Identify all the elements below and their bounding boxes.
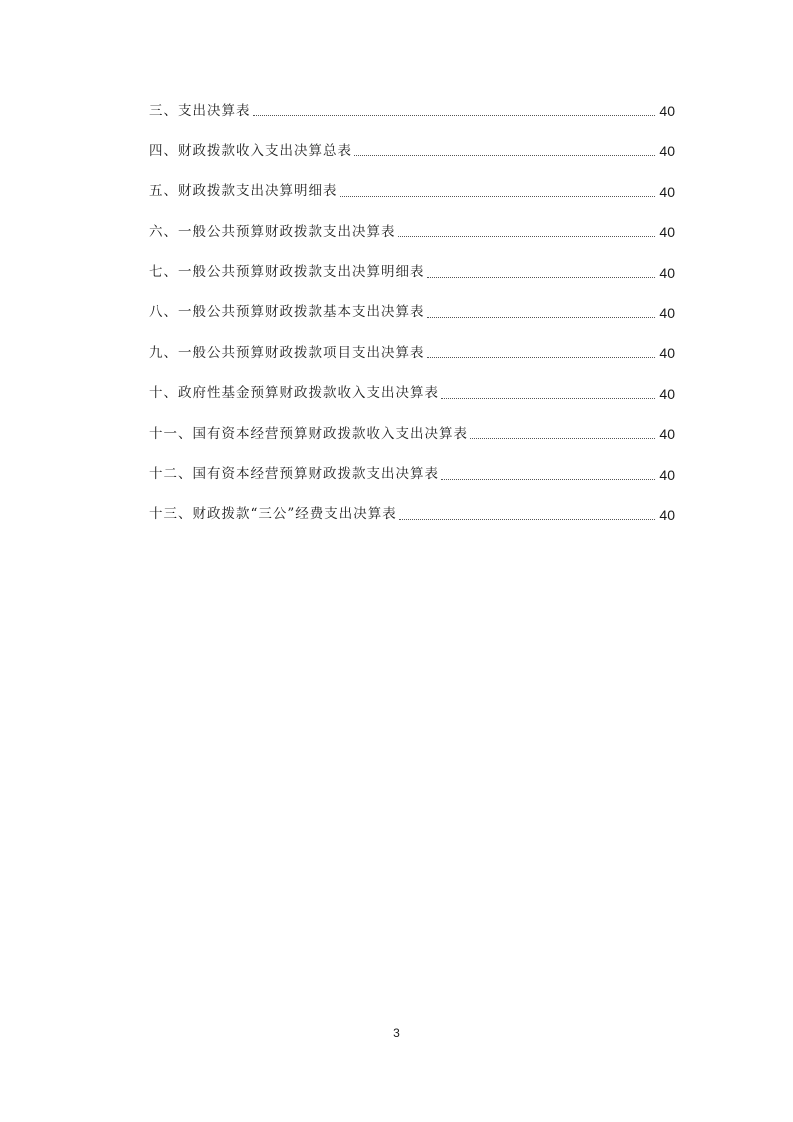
toc-entry-page: 40 [659, 345, 675, 362]
toc-entry[interactable] [149, 249, 675, 289]
toc-entry-title: 四、财政拨款收入支出决算总表 [149, 142, 352, 159]
toc-entry[interactable] [149, 330, 675, 370]
toc-entry-page: 40 [659, 103, 675, 119]
toc-entry-title: 五、财政拨款支出决算明细表 [149, 183, 338, 200]
toc-entry-page: 40 [659, 143, 675, 160]
toc-dot-leader [470, 437, 655, 439]
toc-entry-title: 十一、国有资本经营预算财政拨款收入支出决算表 [149, 425, 468, 442]
toc-entry-title: 七、一般公共预算财政拨款支出决算明细表 [149, 264, 425, 281]
toc-entry[interactable] [149, 168, 675, 208]
toc-entry-page: 40 [659, 385, 675, 402]
page-number: 3 [393, 1026, 400, 1040]
toc-dot-leader [398, 235, 656, 237]
toc-entry-title: 三、支出决算表 [149, 102, 251, 119]
toc-dot-leader [399, 518, 656, 520]
toc-dot-leader [253, 114, 656, 116]
toc-entry[interactable] [149, 411, 675, 451]
toc-dot-leader [354, 154, 655, 156]
toc-entry[interactable] [149, 451, 675, 491]
toc-dot-leader [427, 356, 656, 358]
toc-entry-page: 40 [659, 224, 675, 241]
toc-entry-page: 40 [659, 304, 675, 321]
toc-entry[interactable] [149, 128, 675, 168]
toc-entry-title: 九、一般公共预算财政拨款项目支出决算表 [149, 344, 425, 361]
toc-dot-leader [441, 478, 655, 480]
toc-entry-title: 八、一般公共预算财政拨款基本支出决算表 [149, 304, 425, 321]
toc-entry[interactable] [149, 209, 675, 249]
toc-entry[interactable] [149, 290, 675, 330]
toc-entry-page: 40 [659, 264, 675, 281]
toc-entry-title: 六、一般公共预算财政拨款支出决算表 [149, 223, 396, 240]
toc-dot-leader [427, 276, 656, 278]
toc-entry-page: 40 [659, 506, 675, 523]
toc-dot-leader [340, 195, 656, 197]
toc-dot-leader [427, 316, 656, 318]
toc-entry[interactable] [149, 370, 675, 410]
toc-dot-leader [441, 397, 655, 399]
toc-entry-title: 十三、财政拨款“三公”经费支出决算表 [149, 506, 397, 523]
toc-entry-page: 40 [659, 426, 675, 443]
toc-entry-title: 十、政府性基金预算财政拨款收入支出决算表 [149, 385, 439, 402]
toc-entry[interactable] [149, 104, 675, 128]
toc-entry[interactable] [149, 492, 675, 532]
toc-entry-page: 40 [659, 183, 675, 200]
toc-entry-page: 40 [659, 466, 675, 483]
table-of-contents [149, 104, 675, 532]
toc-entry-title: 十二、国有资本经营预算财政拨款支出决算表 [149, 466, 439, 483]
